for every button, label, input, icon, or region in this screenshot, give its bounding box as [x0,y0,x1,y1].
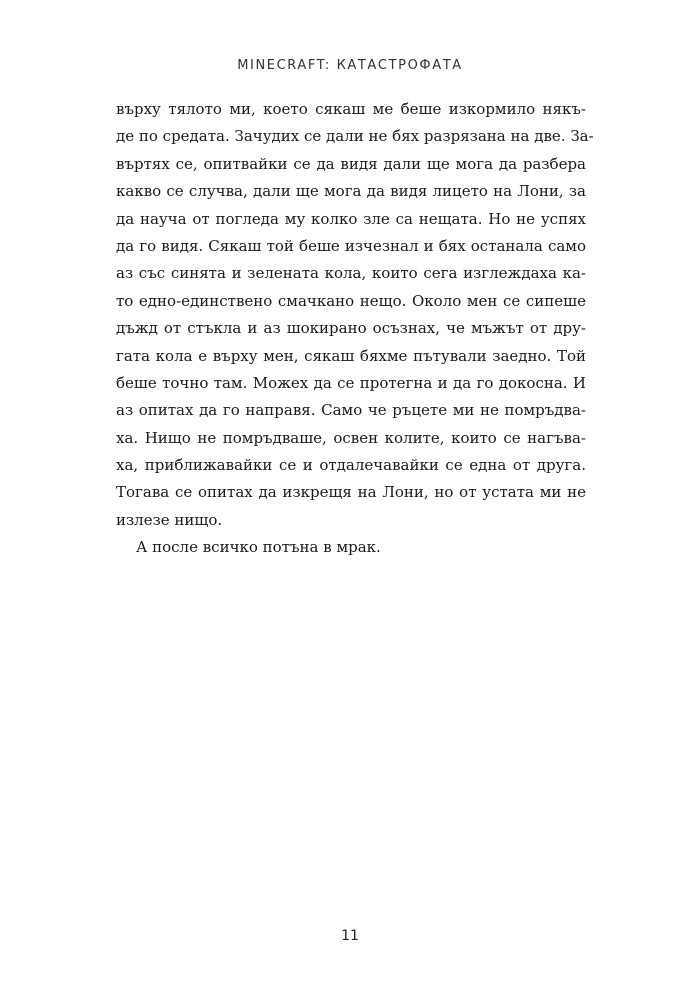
text-line: аз със синята и зелената кола, които сега изглеждаха ка- [116,264,586,283]
text-line: Тогава се опитах да изкрещя на Лони, но от устата ми не [116,483,586,502]
text-line: аз опитах да го направя. Само че ръцете ми не помръдва- [116,401,586,420]
text-line: А после всичко потъна в мрак. [136,538,381,557]
text-line: какво се случва, дали ще мога да видя лицето на Лони, за [116,182,586,201]
paragraph [116,96,594,534]
text-line: върху тялото ми, което сякаш ме беше изкормило някъ- [116,100,586,118]
page-number: 11 [341,928,359,944]
text-line: да го видя. Сякаш той беше изчезнал и бях останала само [116,236,586,255]
running-head: MINECRAFT: КАТАСТРОФАТА [237,58,463,73]
text-line: въртях се, опитвайки се да видя дали ще мога да разбера [116,154,586,173]
text-line: излезе нищо. [116,510,223,529]
text-line: ха. Нищо не помръдваше, освен колите, които се нагъва- [116,428,586,447]
text-line: де по средата. Зачудих се дали не бях разрязана на две. За- [116,127,594,146]
paragraph [116,534,586,561]
text-line: то едно-единствено смачкано нещо. Около мен се сипеше [116,291,586,310]
body-text [116,96,594,562]
text-line: ха, приближавайки се и отдалечавайки се една от друга. [116,456,586,475]
text-line: да науча от погледа му колко зле са нещата. Но не успях [116,209,586,228]
text-line: беше точно там. Можех да се протегна и да го докосна. И [116,373,586,392]
text-line: гата кола е върху мен, сякаш бяхме пътували заедно. Той [116,346,586,365]
text-line: дъжд от стъкла и аз шокирано осъзнах, че мъжът от дру- [116,319,586,338]
